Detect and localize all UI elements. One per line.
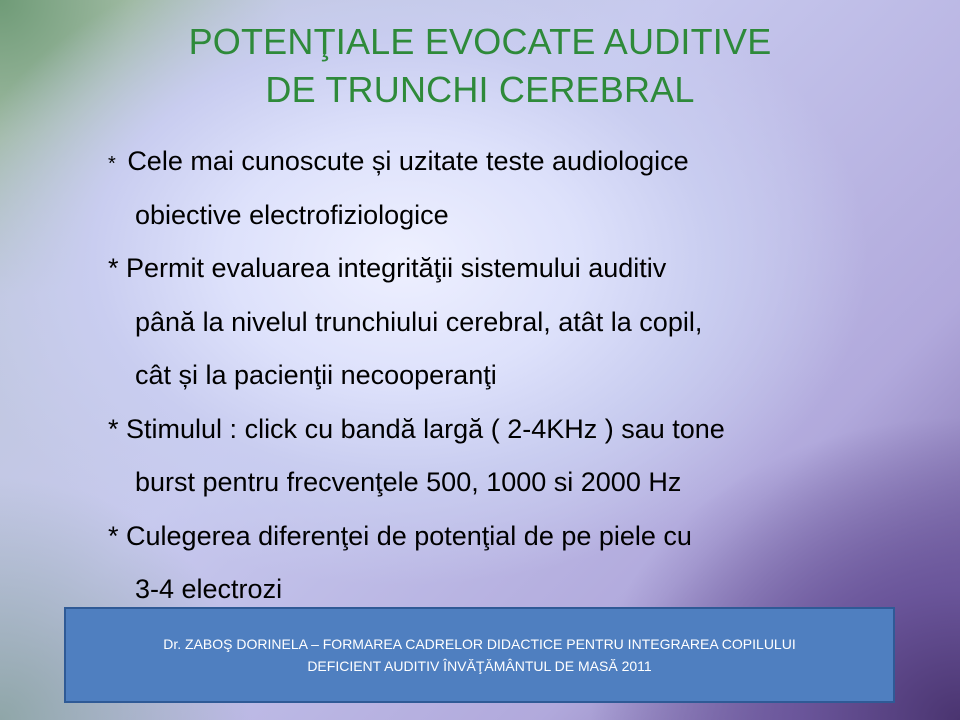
bullet-text: Culegerea diferenţei de potenţial de pe piele cu	[126, 520, 692, 551]
bullet-text: Cele mai cunoscute și uzitate teste audiologice	[127, 146, 689, 176]
footer-line-2: DEFICIENT AUDITIV ÎNVĂŢĂMÂNTUL DE MASĂ 2011	[307, 658, 652, 674]
bullet-marker: *	[108, 520, 119, 551]
bullet-marker: *	[108, 413, 119, 444]
bullet-text: Stimulul : click cu bandă largă ( 2-4KHz ) sau tone	[126, 413, 725, 444]
bullet-1-line-1	[108, 135, 908, 189]
footer-line-1: Dr. ZABOŞ DORINELA – FORMAREA CADRELOR DIDACTICE PENTRU INTEGRAREA COPILULUI	[163, 636, 796, 652]
bullet-2-line-2: până la nivelul trunchiului cerebral, atât la copil,	[135, 306, 703, 337]
bullet-4-line-2: 3-4 electrozi	[135, 574, 283, 604]
bullet-list	[108, 135, 908, 617]
title-line-2: DE TRUNCHI CEREBRAL	[265, 69, 695, 110]
footer-banner	[64, 607, 895, 703]
title-line-1: POTENŢIALE EVOCATE AUDITIVE	[188, 21, 772, 62]
bullet-marker: *	[108, 253, 119, 283]
bullet-1-line-2: obiective electrofiziologice	[135, 199, 449, 230]
slide-title	[0, 18, 960, 114]
bullet-2-line-3: cât și la pacienţii necooperanţi	[135, 360, 497, 390]
bullet-4-line-1	[108, 510, 908, 564]
bullet-3-line-1	[108, 403, 908, 457]
bullet-text: Permit evaluarea integrităţii sistemului auditiv	[126, 253, 667, 283]
bullet-3-line-2: burst pentru frecvenţele 500, 1000 si 2000 Hz	[135, 467, 682, 497]
bullet-marker: *	[108, 153, 116, 175]
bullet-2-line-1	[108, 242, 908, 296]
